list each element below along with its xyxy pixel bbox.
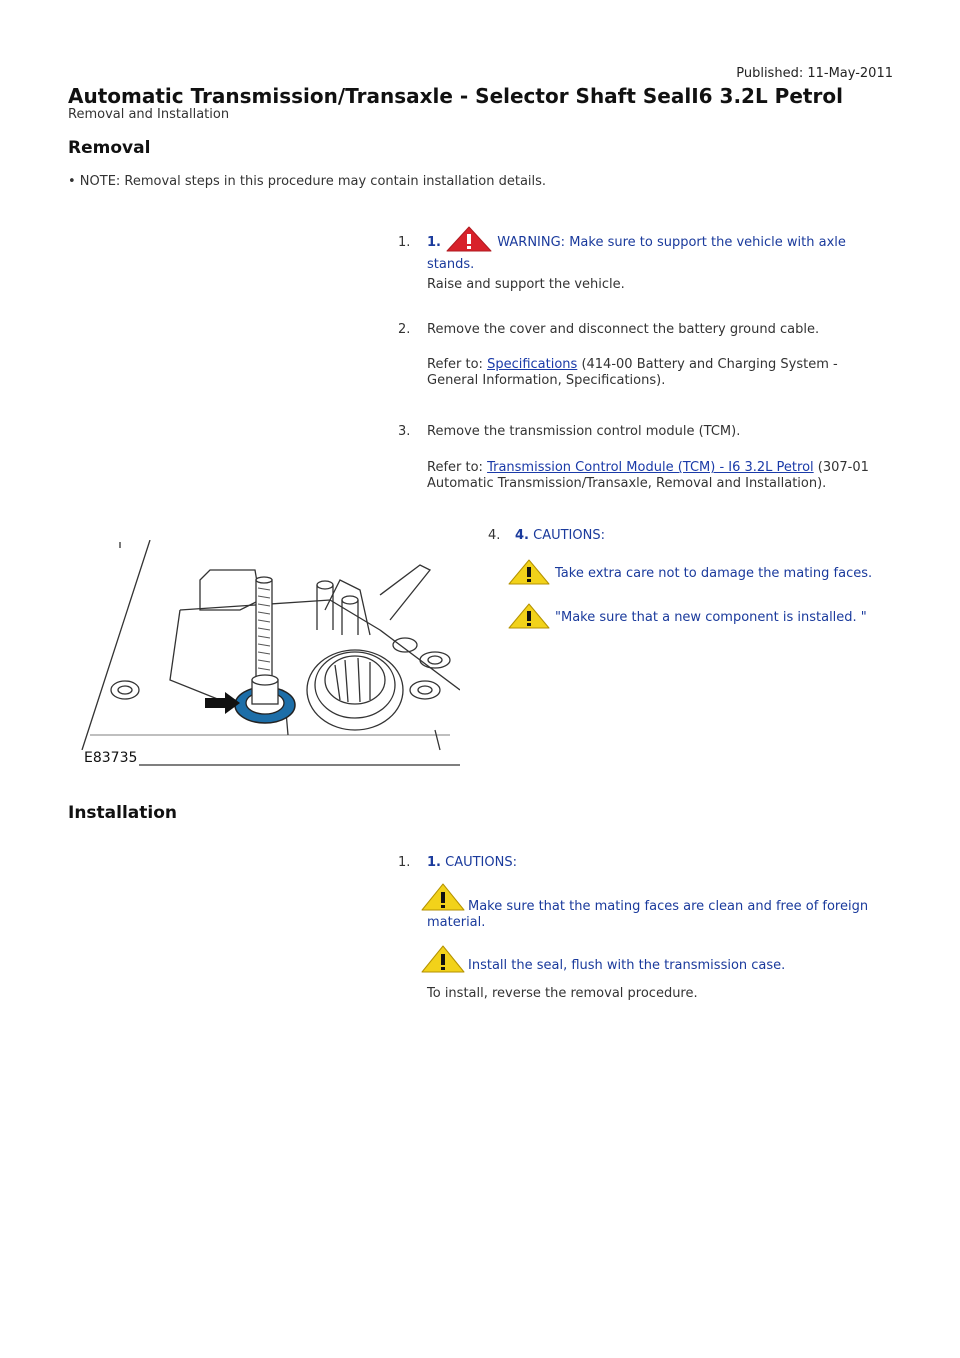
step-4-cautions: 4. CAUTIONS:: [515, 528, 605, 543]
step-4-caution-2: "Make sure that a new component is installed. ": [555, 610, 867, 625]
step-number: 1.: [398, 855, 411, 870]
caution-icon: [508, 603, 550, 633]
removal-note: • NOTE: Removal steps in this procedure may contain installation details.: [68, 174, 547, 189]
page-title: Automatic Transmission/Transaxle - Selector Shaft SealI6 3.2L Petrol: [68, 84, 843, 108]
step-2-refer: Refer to: Specifications (414-00 Battery and Charging System - General Information, Specifications).: [427, 357, 838, 388]
step-2-text: Remove the cover and disconnect the battery ground cable.: [427, 322, 820, 337]
caution-icon: [421, 945, 465, 977]
removal-heading: Removal: [68, 138, 151, 158]
install-step-1-cautions: 1. CAUTIONS:: [427, 855, 517, 870]
step-number: 3.: [398, 424, 411, 439]
step-1-text: Raise and support the vehicle.: [427, 277, 625, 292]
tcm-link[interactable]: Transmission Control Module (TCM) - I6 3.2L Petrol: [487, 460, 814, 475]
step-number: 1.: [398, 235, 411, 250]
warning-icon: [445, 226, 493, 257]
page-subtitle: Removal and Installation: [68, 107, 230, 122]
step-number: 2.: [398, 322, 411, 337]
install-caution-2: Install the seal, flush with the transmission case.: [468, 958, 786, 973]
install-caution-1: Make sure that the mating faces are clean and free of foreign material.: [427, 899, 869, 930]
installation-heading: Installation: [68, 803, 178, 823]
step-label: 1.: [427, 235, 441, 250]
step-4-caution-1: Take extra care not to damage the mating faces.: [555, 566, 873, 581]
specifications-link[interactable]: Specifications: [487, 357, 578, 372]
caution-icon: [508, 559, 550, 589]
install-step-1-text: To install, reverse the removal procedure.: [427, 986, 698, 1001]
seal-removal-illustration: [80, 540, 460, 776]
figure-label: E83735: [84, 750, 138, 766]
step-3-text: Remove the transmission control module (TCM).: [427, 424, 741, 439]
step-number: 4.: [488, 528, 501, 543]
step-3-refer: Refer to: Transmission Control Module (TCM) - I6 3.2L Petrol (307-01 Automatic Transmission/Transaxle, Removal and Installation).: [427, 460, 869, 491]
step-1-warning: 1. WARNING: Make sure to support the vehicle with axle stands.: [427, 226, 867, 273]
published-date: Published: 11-May-2011: [736, 66, 893, 81]
